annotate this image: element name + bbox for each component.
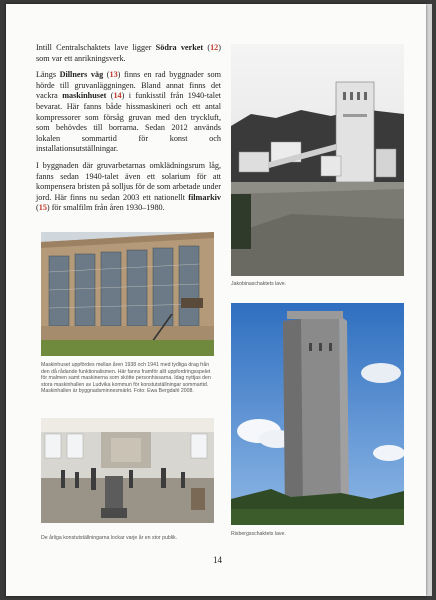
text-run: (	[36, 203, 39, 213]
text-run: (	[203, 43, 211, 52]
body-text	[36, 43, 221, 220]
place-name: Dillners väg	[59, 70, 104, 80]
photo-exhibition	[41, 418, 214, 523]
caption-risberg: Risbergsschaktets lave.	[231, 531, 286, 537]
paragraph	[36, 43, 221, 64]
paragraph	[36, 70, 221, 155]
text-run: ) finns en rad byggnader som hörde till gruvanläggningen. Bland annat finns det vackra	[36, 70, 221, 101]
text-run: (	[106, 91, 114, 101]
caption-maskinhuset: Maskinhuset uppfördes mellan åren 1938 och 1941 med tydliga drag från den då rådande funktionalismen. Här fanns framför allt uppfordringsspelet för malmen samt maskinerna som skötte personhissarna. Idag nyttjas den stora maskinhallen av Ludvika kommun för konstutställningar sommartid. Maskinhallen är byggnadsminnesmärkt. Foto: Ewa Bergdahl 2008.	[41, 362, 211, 395]
text-run: Längs	[36, 70, 60, 80]
place-name: maskinhuset	[62, 91, 107, 101]
place-name: Södra verket	[155, 43, 204, 52]
page-number: 14	[213, 555, 222, 565]
text-run: I byggnaden där gruvarbetarnas omklädningsrum låg, fanns sedan 1940-talet även ett solarium för att kompensera bristen på solljus för de som arbetade under jord. Här finns nu sedan 2003 ett nationellt	[36, 160, 221, 202]
caption-exhibition: De årliga konstutställningarna lockar varje år en stor publik.	[41, 535, 178, 541]
photo-jakobina-shaft	[231, 44, 404, 276]
text-run: ) för smalfilm från åren 1930–1980.	[46, 203, 165, 213]
text-run: ) som var ett anrikningsverk.	[36, 43, 221, 63]
paragraph	[36, 161, 221, 214]
map-reference-number: 13	[109, 70, 118, 80]
map-reference-number: 14	[113, 91, 122, 101]
photo-maskinhuset	[41, 232, 214, 356]
caption-jakobina: Jakobinaschaktets lave.	[231, 281, 287, 287]
map-reference-number: 15	[38, 203, 47, 213]
map-reference-number: 12	[210, 43, 219, 52]
text-run: ) i funkisstil från 1940-talet bevarat. Här fanns både hissmaskineri och ett antal kompressorer som försåg gruvan med den tryckluft, som behövdes till borrarna. Sedan 2012 används lokalen sommartid för konst och installationsutställningar.	[36, 91, 221, 154]
text-run: (	[103, 70, 110, 80]
place-name: filmarkiv	[188, 192, 221, 202]
text-run: Intill Centralschaktets lave ligger	[36, 43, 156, 52]
photo-risberg-shaft	[231, 303, 404, 525]
